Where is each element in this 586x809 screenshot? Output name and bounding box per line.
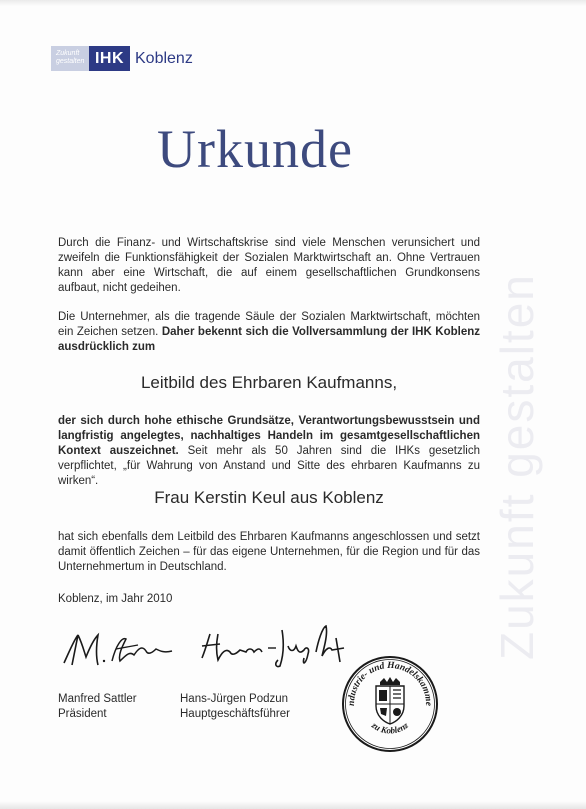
paragraph-intro: Durch die Finanz- und Wirtschaftskrise sind viele Menschen verunsichert und zweifeln die Funktionsfähigkeit der Sozialen Marktwirtschaft an. Ohne Vertrauen kann aber eine Wirtschaft, die auf einem gesellschaftlichen Grundkonsens aufbaut, nicht gedeihen. bbox=[58, 237, 480, 294]
logo-slogan-line2: gestalten bbox=[56, 58, 85, 65]
document-title: Urkunde bbox=[157, 119, 353, 179]
signer-sattler-role: Präsident bbox=[58, 708, 107, 720]
paragraph-commitment bbox=[58, 310, 480, 355]
logo-slogan-line1: Zukunft bbox=[56, 50, 80, 57]
seal-coat-of-arms bbox=[376, 677, 404, 724]
logo-city: Koblenz bbox=[135, 49, 193, 67]
paragraph-leitbild-bold: der sich durch hohe ethische Grundsätze, Verantwortungsbewusstsein und langfristig angelegtes, nachhaltiges Handeln im gesamtgesellschaftlichen Kontext auszeichnet. bbox=[58, 415, 480, 457]
signer-sattler-name: Manfred Sattler bbox=[58, 693, 137, 705]
paragraph-leitbild bbox=[58, 414, 480, 489]
paragraph-leitbild-normal: Seit mehr als 50 Jahren sind die IHKs gesetzlich verpflichtet, „für Wahrung von Anstand und Sitte des ehrbaren Kaufmanns zu wirken“. bbox=[58, 445, 480, 487]
paragraph-commitment-bold: Daher bekennt sich die Vollversammlung der IHK Koblenz ausdrücklich zum bbox=[58, 326, 480, 353]
seal-bottom-text: zu Koblenz bbox=[369, 720, 411, 736]
place-date: Koblenz, im Jahr 2010 bbox=[58, 593, 173, 605]
leitbild-heading: Leitbild des Ehrbaren Kaufmanns, bbox=[140, 373, 398, 392]
signer-podzun bbox=[180, 692, 290, 722]
watermark-text: Zukunft gestalten bbox=[491, 273, 543, 660]
paragraph-commitment-normal: Die Unternehmer, als die tragende Säule der Sozialen Marktwirtschaft, möchten ein Zeichen setzen. bbox=[58, 311, 480, 338]
signature-sattler bbox=[60, 625, 180, 670]
chamber-seal bbox=[340, 654, 440, 754]
signer-podzun-role: Hauptgeschäftsführer bbox=[180, 708, 290, 720]
seal-top-text: ndustrie- und Handelskamme bbox=[346, 660, 434, 707]
paragraph-recipient: hat sich ebenfalls dem Leitbild des Ehrbaren Kaufmanns angeschlossen und setzt damit öffentlich Zeichen – für das eigene Unternehmen, für die Region und für das Unternehmertum in Deutschland. bbox=[58, 531, 480, 573]
page-bottom-shadow bbox=[0, 801, 586, 809]
signer-sattler bbox=[58, 692, 137, 722]
recipient-name: Frau Kerstin Keul aus Koblenz bbox=[154, 488, 384, 507]
logo-slogan bbox=[51, 46, 89, 71]
signature-podzun bbox=[198, 618, 348, 670]
ihk-logo bbox=[51, 46, 193, 71]
page-top-shadow bbox=[0, 0, 586, 6]
logo-ihk-mark: IHK bbox=[89, 46, 130, 71]
signer-podzun-name: Hans-Jürgen Podzun bbox=[180, 693, 289, 705]
